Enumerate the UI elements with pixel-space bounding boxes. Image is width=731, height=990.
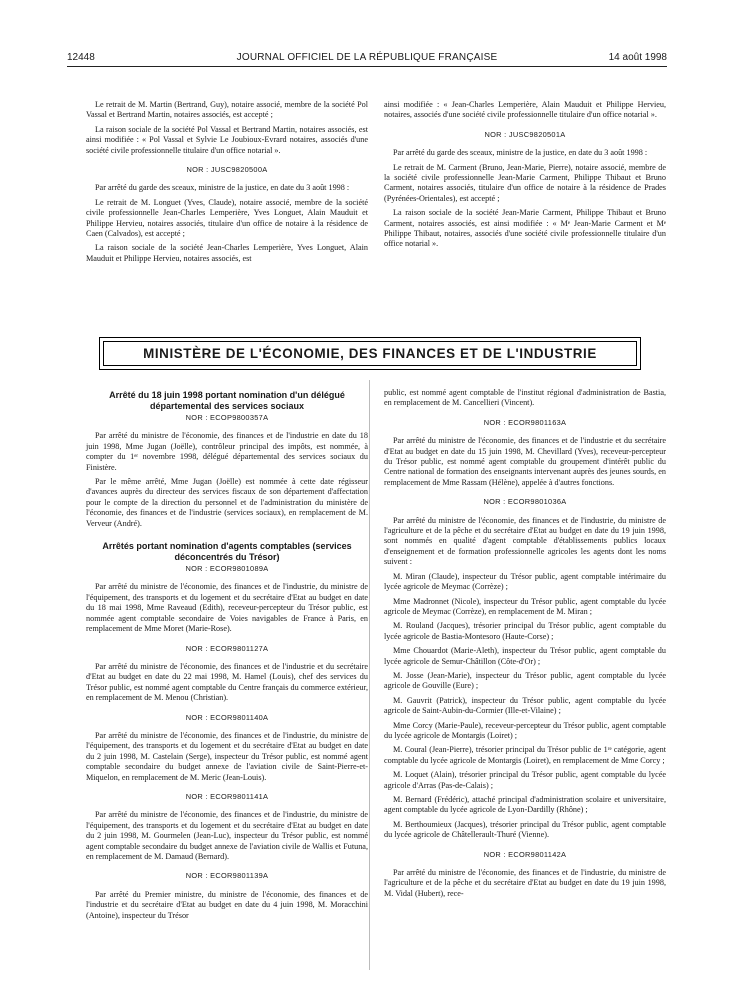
- paragraph: Par arrêté du ministre de l'économie, des finances et de l'industrie, du ministre de l'agriculture et de la pêche et du secrétaire d'Etat au budget en date du 19 juin 1998, sont nommés en qualité d'agent comptable d'établissements publics locaux d'enseignement et de formation professionnelle agricoles les agents dont les noms suivent :: [384, 515, 666, 567]
- paragraph: M. Rouland (Jacques), trésorier principal du Trésor public, agent comptable du lycée agricole de Bastia-Montesoro (Haute-Corse) ;: [384, 621, 666, 641]
- paragraph: Par arrêté du ministre de l'économie, des finances et de l'industrie, du ministre de l'agriculture et de la pêche et du secrétaire d'Etat au budget en date du 19 juin 1998, M. Vidal (Hubert), rece-: [384, 868, 666, 898]
- nor-reference: NOR : JUSC9820501A: [484, 129, 566, 139]
- paragraph: Par arrêté du ministre de l'économie, des finances et de l'industrie, du ministre de l'équipement, des transports et du logement et du secrétaire d'Etat au budget en date du 2 juin 1998, M. Gourmelen (Jean-Luc), inspecteur du Trésor public, est nommé agent comptable secondaire du budget annexe de l'aviation civile de Wallis et Futuna, en remplacement de M. Damaud (Bernard).: [86, 810, 368, 861]
- nor-reference: NOR : ECOP9800357A: [185, 413, 269, 422]
- nor-reference: NOR : ECOR9801036A: [483, 497, 567, 507]
- paragraph: Par arrêté du garde des sceaux, ministre de la justice, en date du 3 août 1998 :: [95, 183, 350, 193]
- paragraph: M. Bernard (Frédéric), attaché principal d'administration scolaire et universitaire, agent comptable du lycée agricole de Lyon-Dardilly (Rhône) ;: [384, 795, 666, 815]
- page-header: [67, 52, 667, 66]
- column-left: [86, 388, 368, 925]
- column-top-right: [384, 100, 666, 254]
- nor-reference: NOR : ECOR9801141A: [185, 791, 269, 801]
- journal-title: JOURNAL OFFICIEL DE LA RÉPUBLIQUE FRANÇAISE: [236, 52, 498, 63]
- section-heading: Arrêtés portant nomination d'agents comptables (services déconcentrés du Trésor): [102, 541, 352, 563]
- paragraph: La raison sociale de la société Jean-Marie Carment, Philippe Thibaut et Bruno Carment, notaires associés, est ainsi modifiée : « Mᵉ Jean-Marie Carment et Mᵉ Philippe Thibaut, notaires, associés d'une société civile professionnelle titulaire d'un office notarial ».: [384, 208, 666, 249]
- paragraph: Le retrait de M. Longuet (Yves, Claude), notaire associé, membre de la société civile professionnelle Jean-Charles Lemperière, Yves Longuet, Alain Mauduit et Philippe Hervieu, notaires associés, titulaire d'un office de notaire à la résidence de Caen (Calvados), est accepté ;: [86, 197, 368, 239]
- ministry-banner: [103, 341, 637, 366]
- section-heading: Arrêté du 18 juin 1998 portant nomination d'un délégué départemental des services sociaux: [109, 390, 345, 411]
- nor-reference: NOR : ECOR9801139A: [185, 871, 269, 881]
- paragraph: Mme Corcy (Marie-Paule), receveur-percepteur du Trésor public, agent comptable du lycée agricole de Montargis (Loiret) ;: [384, 720, 666, 740]
- paragraph: public, est nommé agent comptable de l'institut régional d'administration de Bastia, en remplacement de M. Cancellieri (Vincent).: [384, 388, 666, 408]
- ministry-title: MINISTÈRE DE L'ÉCONOMIE, DES FINANCES ET DE L'INDUSTRIE: [143, 346, 597, 361]
- nor-reference: NOR : ECOR9801140A: [185, 712, 269, 722]
- nor-reference: NOR : ECOR9801127A: [185, 643, 269, 653]
- issue-date: 14 août 1998: [608, 52, 667, 63]
- header-rule: [67, 66, 667, 67]
- nor-reference: NOR : ECOR9801142A: [483, 849, 567, 859]
- nor-reference: NOR : JUSC9820500A: [186, 165, 268, 175]
- paragraph: Par arrêté du Premier ministre, du ministre de l'économie, des finances et de l'industrie et du secrétaire d'Etat au budget en date du 4 juin 1998, M. Moracchini (Antoine), inspecteur du Trésor: [86, 889, 368, 920]
- paragraph: M. Josse (Jean-Marie), inspecteur du Trésor public, agent comptable du lycée agricole de Gouville (Eure) ;: [384, 670, 666, 691]
- paragraph: Le retrait de M. Martin (Bertrand, Guy), notaire associé, membre de la société Pol Vassal et Bertrand Martin, notaires associés, est accepté ;: [86, 100, 368, 120]
- paragraph: Par arrêté du ministre de l'économie, des finances et de l'industrie et du secrétaire d'Etat au budget en date du 22 mai 1998, M. Hamel (Louis), chef des services du Trésor public, est nommé agent comptable du Centre français du commerce extérieur, en remplacement de M. Menou (Christian).: [86, 661, 368, 703]
- paragraph: Par arrêté du ministre de l'économie, des finances et de l'industrie en date du 18 juin 1998, Mme Jugan (Joëlle), contrôleur principal des impôts, est nommée, à compter du 1ᵉʳ novembre 1998, délégué départemental des services sociaux du Finistère.: [86, 431, 368, 472]
- nor-reference: NOR : ECOR9801089A: [185, 564, 269, 574]
- column-top-left: [86, 100, 368, 268]
- paragraph: M. Miran (Claude), inspecteur du Trésor public, agent comptable intérimaire du lycée agricole de Meymac (Corrèze) ;: [384, 571, 666, 592]
- paragraph: La raison sociale de la société Pol Vassal et Bertrand Martin, notaires associés, est ainsi modifiée : « Pol Vassal et Sylvie Le Joubioux-Evrard notaires, associés d'une société civile professionnelle titulaire d'un office notarial ».: [86, 124, 368, 155]
- nor-reference: NOR : ECOR9801163A: [483, 417, 567, 427]
- paragraph: Par arrêté du ministre de l'économie, des finances et de l'industrie, du ministre de l'équipement, des transports et du logement et du secrétaire d'Etat au budget en date du 2 juin 1998, M. Castelain (Serge), inspecteur du Trésor public, est nommé agent comptable secondaire du budget annexe de l'aviation civile de Saint-Pierre-et-Miquelon, en remplacement de M. Meric (Jean-Louis).: [86, 730, 368, 782]
- paragraph: ainsi modifiée : « Jean-Charles Lemperière, Alain Mauduit et Philippe Hervieu, notaires, associés d'une société civile professionnelle titulaire d'un office notarial ».: [384, 100, 666, 120]
- column-right: [384, 388, 666, 903]
- paragraph: M. Berthoumieux (Jacques), trésorier principal du Trésor public, agent comptable du lycée agricole de Châtellerault-Thuré (Vienne).: [384, 819, 666, 840]
- paragraph: Mme Chouardot (Marie-Aleth), inspecteur du Trésor public, agent comptable du lycée agricole de Semur-Châtillon (Côte-d'Or) ;: [384, 646, 666, 666]
- paragraph: M. Coural (Jean-Pierre), trésorier principal du Trésor public de 1ʳᵉ catégorie, agent comptable du lycée agricole de Montargis (Loiret), en remplacement de Mme Corcy ;: [384, 745, 666, 765]
- paragraph: Par arrêté du ministre de l'économie, des finances et de l'industrie et du secrétaire d'Etat au budget en date du 15 juin 1998, M. Chevillard (Yves), receveur-percepteur du Trésor public, est nommé agent comptable du groupement d'intérêt public du Centre national de formation des enseignants intervenant auprès des jeunes sourds, en remplacement de Mme Rassam (Hélène), appelée à d'autres fonctions.: [384, 436, 666, 487]
- paragraph: M. Loquet (Alain), trésorier principal du Trésor public, agent comptable du lycée agricole d'Arras (Pas-de-Calais) ;: [384, 770, 666, 790]
- paragraph: M. Gauvrit (Patrick), inspecteur du Trésor public, agent comptable du lycée agricole de Saint-Aubin-du-Cormier (Ille-et-Vilaine) ;: [384, 695, 666, 716]
- paragraph: Le retrait de M. Carment (Bruno, Jean-Marie, Pierre), notaire associé, membre de la société civile professionnelle Jean-Marie Carment, Philippe Thibaut et Bruno Carment, notaires associés, titulaire d'un office de notaire à la résidence de Prades (Pyrénées-Orientales), est accepté ;: [384, 162, 666, 203]
- page-number: 12448: [67, 52, 95, 63]
- paragraph: La raison sociale de la société Jean-Charles Lemperière, Yves Longuet, Alain Mauduit et Philippe Hervieu, notaires associés, est: [86, 243, 368, 263]
- paragraph: Par arrêté du garde des sceaux, ministre de la justice, en date du 3 août 1998 :: [393, 148, 648, 158]
- paragraph: Mme Madronnet (Nicole), inspecteur du Trésor public, agent comptable du lycée agricole de Meymac (Corrèze), en remplacement de M. Miran ;: [384, 596, 666, 616]
- paragraph: Par le même arrêté, Mme Jugan (Joëlle) est nommée à cette date régisseur d'avances auprès du directeur des services fiscaux de son département d'affectation pour le compte de la direction du personnel et de l'administration du ministère de l'économie, des finances et de l'industrie (services sociaux), en remplacement de M. Verveur (André).: [86, 477, 368, 528]
- column-divider: [369, 380, 370, 970]
- paragraph: Par arrêté du ministre de l'économie, des finances et de l'industrie, du ministre de l'équipement, des transports et du logement et du secrétaire d'Etat au budget en date du 18 mai 1998, Mme Raveaud (Edith), receveur-percepteur du Trésor public, est nommée agent comptable secondaire de Voies navigables de France à Paris, en remplacement de Mme Moret (Marie-Rose).: [86, 582, 368, 634]
